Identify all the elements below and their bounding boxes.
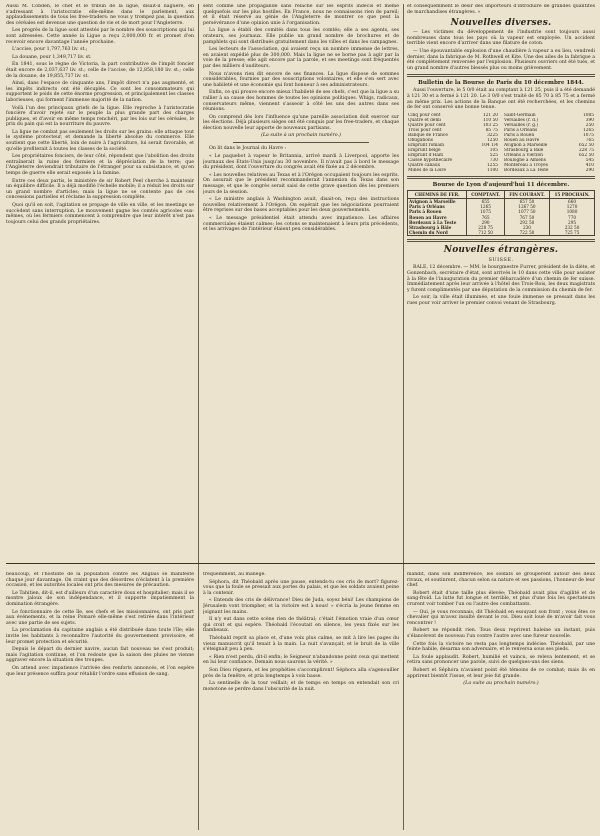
article-paragraph: Ainsi, dans l'espace de cinquante ans, l'impôt direct n'a pas augmenté, et les impôts indirects ont été décuplés. Ce sont les consommateurs qui supportent le poids de cette énorme progression, et principalement les classes laborieuses, qui forment l'immense majorité de la nation.: [6, 81, 194, 103]
railway-name: Bordeaux à La Teste: [408, 220, 467, 225]
quote-value: 104 1/4: [481, 142, 498, 148]
article-paragraph: Aussi M. Cobden, le chef et le tribun de la ligue, disait-il naguère, en s'adressant à l'aristocratie elle-même dans le parlement, aux applaudissements de tous les free-traders: ne vous y trompez pas, la question des céréales est devenue une question de vie et de mort pour l'Angleterre.: [6, 4, 194, 26]
article-paragraph: Les progrès de la ligue sont attestés par le nombre des souscriptions qui lui sont adressées. Cette année la Ligue a reçu 2,000,000 fr. et promet d'en recevoir encore davantage l'année prochaine.: [6, 28, 194, 45]
railway-price: 725 75: [550, 230, 595, 236]
feuilleton-paragraph: mandit, dans son indifférence, les soldats se groupèrent autour des deux rivaux, et soutinrent, chacun selon sa nature et ses passions, l'honneur de leur chef.: [407, 572, 595, 589]
table-header: CHEMINS DE FER.: [408, 190, 467, 198]
railway-price: 765: [467, 215, 504, 220]
quote-name: Banque de France: [408, 132, 448, 138]
quote-name: Boulogne à Amiens: [504, 157, 546, 163]
section-heading: Nouvelles diverses.: [450, 18, 552, 29]
article-paragraph: Le soir, la ville était illuminée, et une foule immense se pressait dans les rues pour voir arriver le premier convoi venant de Strasbourg.: [407, 295, 595, 306]
railway-price: 295: [550, 220, 595, 225]
railway-price: 232 50: [550, 225, 595, 230]
railway-name: Paris à Rouen: [408, 209, 467, 214]
railway-quotes-table: [407, 190, 595, 237]
column-2: [203, 4, 399, 558]
quote-value: 765: [585, 137, 594, 143]
article-paragraph: BALE, 12 décembre. — MM. le bourgmestre Furrer, président de la diète, et Gonzenbach, secrétaire d'état, sont arrivés le 10 dans cette ville pour assister à la fête de l'inauguration du premier débarcadère d'un chemin de fer suisse. Immédiatement après leur arrivée à l'hôtel des Trois-Rois, les deux magistrats y furent complimentés par une députation de la commission du chemin de fer.: [407, 265, 595, 293]
article-paragraph: La ligue ne combat pas seulement les droits sur les grains: elle attaque tout le système protecteur, et demande la liberté absolue du commerce. Elle soutient que cette liberté, loin de nuire à l'agriculture, lui serait favorable, et qu'elle profiterait à toutes les classes de la société.: [6, 129, 194, 152]
feuilleton-column-1: [6, 572, 194, 830]
article-paragraph: Entre ces deux partis, le ministère de sir Robert Peel cherche à maintenir un équilibre difficile. Il a déjà modifié l'échelle mobile; il a réduit les droits sur un grand nombre d'articles; mais la ligue ne se contente pas de ces concessions partielles et réclame la suppression complète.: [6, 178, 194, 201]
article-paragraph: On comprend dès lors l'influence qu'une pareille association doit exercer sur les élections. Déjà plusieurs sièges ont été conquis par les free-traders, et chaque élection nouvelle leur apporte de nouveaux partisans.: [203, 114, 399, 131]
article-paragraph: et conséquemment le désir des importeurs d'introduire de grandes quantités de marchandises étrangères. »: [407, 4, 595, 15]
article-paragraph: Enfin, ce qui prouve encore mieux l'habileté de ses chefs, c'est que la ligue a su rallier à sa cause des hommes de toutes les opinions politiques. Whigs, radicaux, conservateurs même, viennent s'asseoir à côté les uns des autres dans ses réunions.: [203, 90, 399, 113]
feuilleton-paragraph: Séphora, dit Théobald après une pause, entends-tu ces cris de mort? figurez-vous que la foule se pressait aux portes du palais, et que les soldats avaient peine à la contenir.: [203, 579, 399, 596]
bourse-paris-heading: Bulletin de la Bourse de Paris du 10 décembre 1844.: [418, 80, 584, 87]
article-paragraph: La ligue a établi des comités dans tous les comtés; elle a ses agents, ses orateurs, ses journaux. Elle publie un grand nombre de brochures et de pamphlets qui sont distribués gratuitement dans les villes et dans les campagnes.: [203, 28, 399, 45]
section-rule: [407, 176, 595, 179]
article-paragraph: sent comme une propagande sans relâche sur les esprits indécis et même quelquefois sur les plus hostiles. En France, nous ne connaissons rien de pareil; et il était réservé au génie de l'Angleterre de montrer ce que peut la persévérance d'une opinion unie à l'organisation.: [203, 4, 399, 26]
railway-price: 712 50: [467, 230, 504, 236]
railway-price: 660: [550, 198, 595, 204]
feuilleton-paragraph: On attend avec impatience l'arrivée des renforts annoncés, et l'on espère que leur présence suffira pour rétablir l'ordre sans effusion de sang.: [6, 665, 194, 677]
continued-note: (La suite au prochain numéro.): [463, 681, 539, 687]
quote-name: Emprunt belge: [408, 147, 441, 153]
feuilleton-paragraph: Il n'y eut dans cette scène rien de théâtral; c'était l'émotion vraie d'un cœur qui croit et qui espère. Théobald l'écoutait en silence, les yeux fixés sur les flambeaux.: [203, 617, 399, 634]
table-header: FIN COURANT.: [504, 190, 549, 198]
quote-name: Trois pour cent: [408, 127, 442, 133]
quote-name: Paris à Orléans: [504, 127, 538, 133]
feuilleton-paragraph: Robert ne répondit rien. Tous deux reprirent haleine un instant, puis s'élancèrent de nouveau l'un contre l'autre avec une fureur nouvelle.: [407, 628, 595, 639]
feuilleton-paragraph: beaucoup, et l'hostilité de la population contre les Anglais se manifeste chaque jour davantage. On craint que des désordres n'éclatent à la première occasion, et les autorités locales ont pris des mesures de précaution.: [6, 572, 194, 589]
article-paragraph: L'accise, pour 1,797,763 liv. st.;: [12, 47, 88, 53]
feuilleton-column-3: [407, 572, 595, 830]
quote-name: Rouen au Havre: [504, 137, 540, 143]
table-header: 15 PROCHAIN.: [550, 190, 595, 198]
quote-value: 390: [585, 117, 594, 123]
quote-name: Emprunt romain: [408, 142, 445, 148]
quote-name: Saint-Germain: [504, 112, 536, 118]
section-rule: [407, 239, 595, 242]
quote-name: Cinq pour cent: [408, 112, 441, 118]
column-rule: [403, 4, 404, 830]
quote-value: 228 75: [578, 147, 594, 153]
quote-value: 1100: [487, 167, 498, 173]
railway-name: Rouen au Havre: [408, 215, 467, 220]
feuilleton-paragraph: Robert et Séphora n'avaient point été témoins de ce combat; mais ils en apprirent bientôt l'issue, et leur joie fut grande.: [407, 667, 595, 679]
feuilleton-paragraph: Robert était d'une taille plus élevée; Théobald avait plus d'agilité et de sang-froid. La lutte fut longue et terrible, et plus d'une fois les spectateurs crurent voir tomber l'un ou l'autre des combattants.: [407, 590, 595, 607]
article-paragraph: Les lecteurs de l'association, qui avaient reçu un nombre immense de lettres, en avaient expédié plus de 300,000. Mais la ligue ne se borne pas à agir par la voie de la presse; elle agit encore par la parole, et ses meetings sont fréquentés par des milliers d'auditeurs.: [203, 47, 399, 69]
railway-price: 770: [550, 215, 595, 220]
railway-price: 1270: [550, 204, 595, 209]
quote-name: Orléans à Vierzon: [504, 152, 543, 158]
section-heading: Nouvelles étrangères.: [443, 245, 559, 256]
quote-value: 85 75: [485, 127, 498, 133]
quote-name: Versailles (r. d.): [504, 117, 539, 123]
feuilleton-paragraph: « Rien n'est perdu, dit-il enfin; le Seigneur n'abandonne point ceux qui mettent en lui leur confiance. Demain nous saurons la vérité. »: [203, 654, 399, 666]
quote-name: Avignon à Marseille: [504, 142, 548, 148]
article-paragraph: En 1841, sous le règne de Victoria, la part contributive de l'impôt foncier était encore de 2,037,637 liv. st.; celle de l'accise, de 12,858,180 liv. st.; celle de la douane, de 19,855,737 liv. st.: [6, 62, 194, 79]
quotes-table-right: [503, 113, 595, 173]
feuilleton-paragraph: Depuis le départ du dernier navire, aucun fait nouveau ne s'est produit; mais l'agitation continue, et l'on redoute que la saison des pluies ne vienne aggraver encore la situation des troupes.: [6, 647, 194, 664]
railway-price: 657 50: [504, 198, 549, 204]
column-1: [6, 4, 194, 558]
continued-note: (La suite à un prochain numéro.): [260, 133, 341, 139]
article-paragraph: « Le paquebot à vapeur le Britannia, arrivé mardi à Liverpool, apporte les journaux des Etats-Unis jusqu'au 30 novembre. Il n'avait pas à bord le message du président, dont l'ouverture du congrès avait été fixée au 2 décembre.: [203, 154, 399, 171]
quote-name: Bordeaux à La Teste: [504, 167, 549, 173]
quote-row: [407, 168, 499, 173]
article-paragraph: — Les victimes du développement de l'industrie sont toujours aussi nombreuses dans tous les pays où la vapeur est employée. Un accident terrible vient encore d'arriver dans une filature de coton.: [407, 30, 595, 47]
quote-value: 103 25: [482, 122, 498, 128]
article-paragraph: Voilà l'un des principaux griefs de la ligue. Elle reproche à l'aristocratie foncière d'avoir rejeté sur le peuple la plus grande part des charges publiques, et d'avoir en même temps renchéri, par les lois sur les céréales, le prix du pain qui est la nourriture du pauvre.: [6, 105, 194, 128]
article-paragraph: Nous n'avons rien dit encore de ses finances. La ligue dispose de sommes considérables, fournies par des souscriptions volontaires, et elle s'en sert avec une habileté et une économie qui font honneur à ses administrateurs.: [203, 71, 399, 88]
havre-intro: On lit dans le Journal du Havre :: [209, 146, 287, 152]
quote-name: Montereau à Troyes: [504, 162, 548, 168]
railway-price: 655: [467, 198, 504, 204]
quote-name: Caisse hypothécaire: [408, 157, 453, 163]
column-rule: [198, 4, 199, 830]
railway-name: Strasbourg à Bâle: [408, 225, 467, 230]
table-header: COMPTANT.: [467, 190, 504, 198]
feuilleton-paragraph: — Oui, je vous reconnais, dit Théobald en essuyant son front ; vous êtes ce chevalier qui m'avez insulté devant le roi. Dieu soit loué de m'avoir fait vous rencontrer !: [407, 609, 595, 626]
railway-price: 1075: [467, 209, 504, 214]
quote-value: 121 20: [482, 112, 498, 118]
feuilleton-paragraph: Le Tahitien, dit-il, est d'ailleurs d'un caractère doux et hospitalier; mais il se montre jaloux de son indépendance, et il supporte impatiemment la domination étrangère.: [6, 590, 194, 607]
railway-name: Chemin du Nord: [408, 230, 467, 236]
article-paragraph: Quoi qu'il en soit, l'agitation se propage de ville en ville, et les meetings se succèdent sans interruption. Le mouvement gagne les comtés agricoles eux-mêmes, où les fermiers commencent à comprendre que leur intérêt n'est pas toujours celui des grands propriétaires.: [6, 203, 194, 225]
table-row: [408, 230, 595, 236]
railway-price: 1080: [550, 209, 595, 214]
quote-name: Versailles (r. g.): [504, 122, 539, 128]
feuilleton-paragraph: « Entends des cris de délivrance! Dieu de Juda, soyez béni! Les champions de Jérusalem vont triompher, et la victoire est à nous! » s'écria la jeune femme en joignant les mains.: [203, 598, 399, 615]
quote-value: 1085: [583, 112, 594, 118]
section-rule: [407, 74, 595, 77]
quote-value: 1075: [583, 132, 594, 138]
railway-price: 292 50: [504, 220, 549, 225]
article-paragraph: La douane, pour 1,349,717 liv. st.: [12, 54, 92, 60]
railway-name: Avignon à Marseille: [408, 198, 467, 204]
column-3: [407, 4, 595, 558]
quote-value: 1265: [583, 127, 594, 133]
feuilleton-paragraph: Le fonctionnaire de cette île, ses chefs et les missionnaires, ont pris part aux événements, et la reine Pomaré elle-même s'est retirée dans l'intérieur avec une partie de ses sujets.: [6, 609, 194, 626]
article-paragraph: Les propriétaires fonciers, de leur côté, répondent que l'abolition des droits entraînerait la ruine des fermiers et la dépréciation de la terre; que l'Angleterre deviendrait tributaire de l'étranger pour sa subsistance, et qu'en temps de guerre elle serait exposée à la famine.: [6, 154, 194, 177]
bourse-lyon-heading: Bourse de Lyon d'aujourd'hui 11 décembre.: [432, 181, 570, 188]
quote-row: [503, 168, 595, 173]
railway-price: 290: [467, 220, 504, 225]
railway-price: 767 50: [504, 215, 549, 220]
article-paragraph: « Le message présidentiel était attendu avec impatience. Les affaires commerciales étaient calmes; les cotons se maintenaient à leurs prix précédents, et les arrivages de l'intérieur étaient peu considérables.: [203, 216, 399, 233]
feuilleton-paragraph: La sentinelle de la tour veillait; et de temps en temps on entendait son cri monotone se perdre dans l'obscurité de la nuit.: [203, 681, 399, 692]
quote-name: Quatre pour cent: [408, 122, 446, 128]
quotes-table-left: [407, 113, 499, 173]
quote-value: 410: [585, 162, 594, 168]
feuilleton-paragraph: La proclamation du capitaine anglais a été distribuée dans toute l'île; elle invite les habitants à reconnaître l'autorité du gouvernement provisoire, et leur promet protection et sécurité.: [6, 628, 194, 645]
quote-name: Mines de la Loire: [408, 167, 447, 173]
feuilleton-paragraph: Son Dieu règnera, et les prophéties s'accompliront! Séphora alla s'agenouiller près de la fenêtre, et pria longtemps à voix basse.: [203, 667, 399, 679]
feuilleton-paragraph: Théobald reprit sa place et, d'une voix plus calme, se mit à lire les pages du vieux manuscrit qu'il tenait à la main. La nuit s'avançait, et le bruit de la ville s'éteignait peu à peu.: [203, 635, 399, 653]
quote-value: 250: [585, 122, 594, 128]
quote-name: Emprunt d'Haïti: [408, 152, 444, 158]
feuilleton-column-2: [203, 572, 399, 830]
country-heading: SUISSE.: [488, 257, 514, 264]
quote-value: 652 50: [578, 142, 594, 148]
quote-name: Quatre et demi: [408, 117, 441, 123]
railway-price: 1265: [467, 204, 504, 209]
quote-value: 105: [489, 147, 498, 153]
feuilleton-paragraph: tréquemment, au manège.: [203, 572, 266, 577]
railway-name: Paris à Orléans: [408, 204, 467, 209]
quote-name: Quatre canaux: [408, 162, 441, 168]
railway-price: 230: [504, 225, 549, 230]
quote-name: Paris à Rouen: [504, 132, 535, 138]
railway-price: 1077 50: [504, 209, 549, 214]
quote-value: 545: [585, 157, 594, 163]
quote-value: 1255: [487, 162, 498, 168]
railway-price: 1267 50: [504, 204, 549, 209]
quote-value: 1250: [487, 137, 498, 143]
feuilleton-paragraph: La foule applaudit. Robert, humilié et vaincu, se releva lentement, et se retira sans prononcer une parole, suivi de quelques-uns des siens.: [407, 654, 595, 666]
feuilleton-paragraph: Cette fois la victoire ne resta pas longtemps indécise. Théobald, par une feinte habile, désarma son adversaire, et le renversa sous ses pieds.: [407, 641, 595, 653]
quote-value: 730: [489, 157, 498, 163]
railway-price: 228 75: [467, 225, 504, 230]
quote-value: 290: [585, 167, 594, 173]
quote-value: 3225: [487, 132, 498, 138]
article-paragraph: « Le ministre anglais à Washington avait, disait-on, reçu des instructions nouvelles relativement à l'Orégon. On espérait que les négociations pourraient être reprises sur des bases acceptables pour les deux gouvernements.: [203, 197, 399, 214]
quote-name: Obligations: [408, 137, 433, 143]
article-paragraph: « Les nouvelles relatives au Texas et à l'Orégon occupaient toujours les esprits. On assurait que le président recommanderait l'annexion du Texas dans son message, et que le congrès serait saisi de cette grave question dès les premiers jours de la session.: [203, 172, 399, 195]
quote-value: 525: [489, 152, 498, 158]
quote-value: 110 50: [482, 117, 498, 123]
article-paragraph: — Une épouvantable explosion d'une chaudière à vapeur a eu lieu, vendredi dernier, dans la fabrique de M. Rothwell et Kite. Une des ailes de la fabrique a été complètement renversée par l'explosion. Plusieurs ouvriers ont été tués, et un grand nombre d'autres blessés plus ou moins grièvement.: [407, 48, 595, 71]
bourse-paris-text: Aussi l'ouverture, le 5 0/0 était au comptant à 121 25, puis il a été demandé à 121 30 et a fermé à 121 20. Le 3 0/0 s'est traité de 85 70 à 85 75 et a fermé au même prix. Les actions de la Banque ont été recherchées, et les chemins de fer ont conservé une bonne tenue.: [407, 88, 595, 111]
quote-name: Strasbourg à Bâle: [504, 147, 544, 153]
feuilleton-rule: [6, 563, 595, 564]
section-rule: [233, 142, 369, 143]
quotes-block: [407, 113, 595, 173]
railway-price: 722 50: [504, 230, 549, 236]
quote-value: 652 50: [578, 152, 594, 158]
